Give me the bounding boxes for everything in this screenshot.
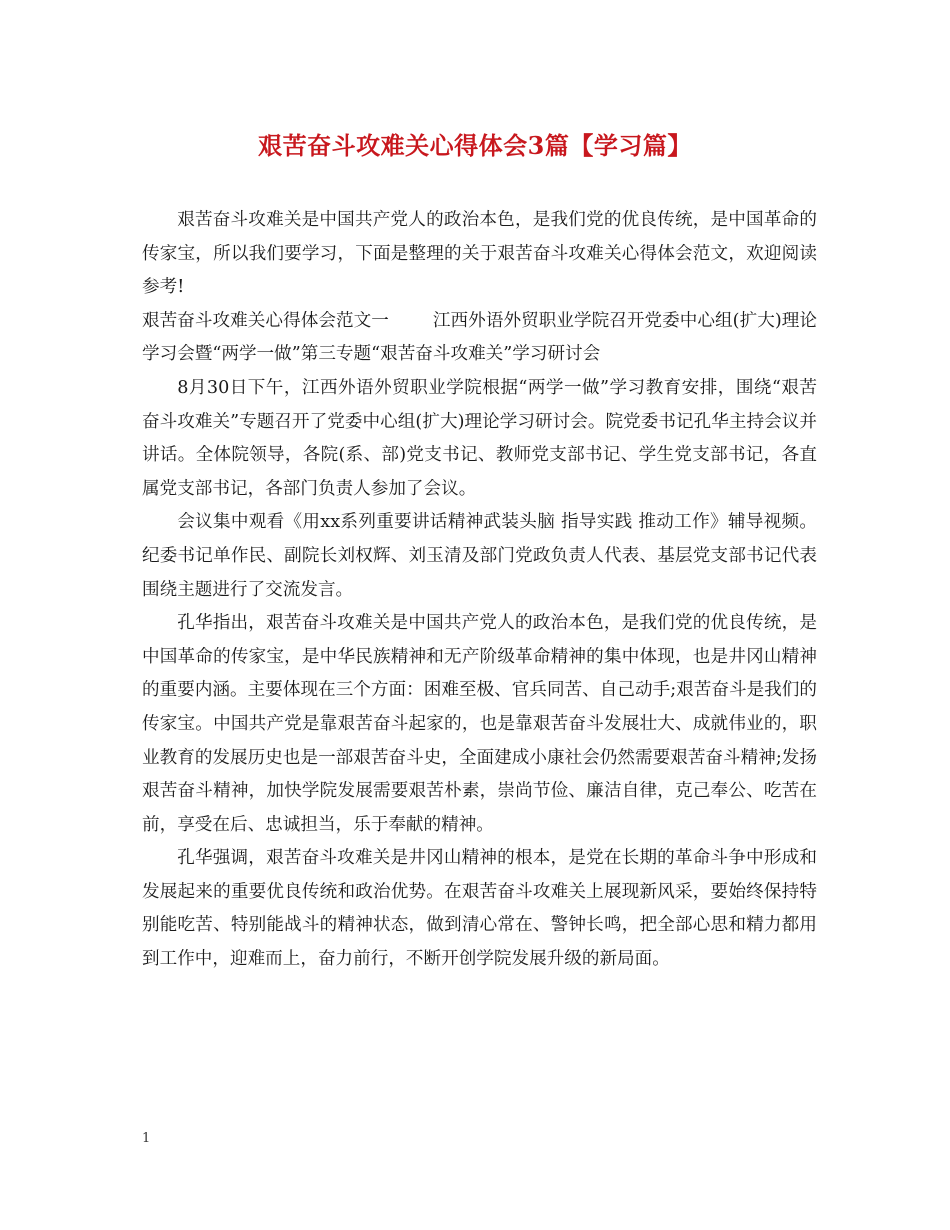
body-paragraph: 孔华指出，艰苦奋斗攻难关是中国共产党人的政治本色，是我们党的优良传统，是中国革命的传家宝，是中华民族精神和无产阶级革命精神的集中体现，也是井冈山精神的重要内涵。主要体现在三个方面：困难至极、官兵同苦、自己动手;艰苦奋斗是我们的传家宝。中国共产党是靠艰苦奋斗起家的，也是靠艰苦奋斗发展壮大、成就伟业的，职业教育的发展历史也是一部艰苦奋斗史，全面建成小康社会仍然需要艰苦奋斗精神;发扬艰苦奋斗精神，加快学院发展需要艰苦朴素，崇尚节俭、廉洁自律，克己奉公、吃苦在前，享受在后、忠诚担当，乐于奉献的精神。	[142, 613, 817, 835]
intro-paragraph: 艰苦奋斗攻难关是中国共产党人的政治本色，是我们党的优良传统，是中国革命的传家宝，所以我们要学习，下面是整理的关于艰苦奋斗攻难关心得体会范文，欢迎阅读参考!	[142, 210, 817, 298]
section-label: 艰苦奋斗攻难关心得体会范文一	[142, 310, 389, 331]
body-paragraph: 8月30日下午，江西外语外贸职业学院根据“两学一做”学习教育安排，围绕“艰苦奋斗攻难关”专题召开了党委中心组(扩大)理论学习研讨会。院党委书记孔华主持会议并讲话。全体院领导，各院(系、部)党支书记、教师党支部书记、学生党支部书记，各直属党支部书记，各部门负责人参加了会议。	[142, 377, 817, 499]
document-title: 艰苦奋斗攻难关心得体会3篇【学习篇】	[258, 131, 692, 160]
body-paragraph: 孔华强调，艰苦奋斗攻难关是井冈山精神的根本，是党在长期的革命斗争中形成和发展起来的重要优良传统和政治优势。在艰苦奋斗攻难关上展现新风采，要始终保持特别能吃苦、特别能战斗的精神状态，做到清心常在、警钟长鸣，把全部心思和精力都用到工作中，迎难而上，奋力前行，不断开创学院发展升级的新局面。	[142, 848, 817, 970]
body-paragraph: 会议集中观看《用xx系列重要讲话精神武装头脑 指导实践 推动工作》辅导视频。纪委书记单作民、副院长刘权辉、刘玉清及部门党政负责人代表、基层党支部书记代表围绕主题进行了交流发言。	[142, 512, 817, 600]
document-body	[142, 204, 817, 977]
page-number: 1	[142, 1131, 151, 1146]
section-title: 江西外语外贸职业学院召开党委中心组(扩大)理论学习会暨“两学一做”第三专题“艰苦奋斗攻难关”学习研讨会	[142, 310, 817, 365]
section-heading	[142, 305, 817, 372]
